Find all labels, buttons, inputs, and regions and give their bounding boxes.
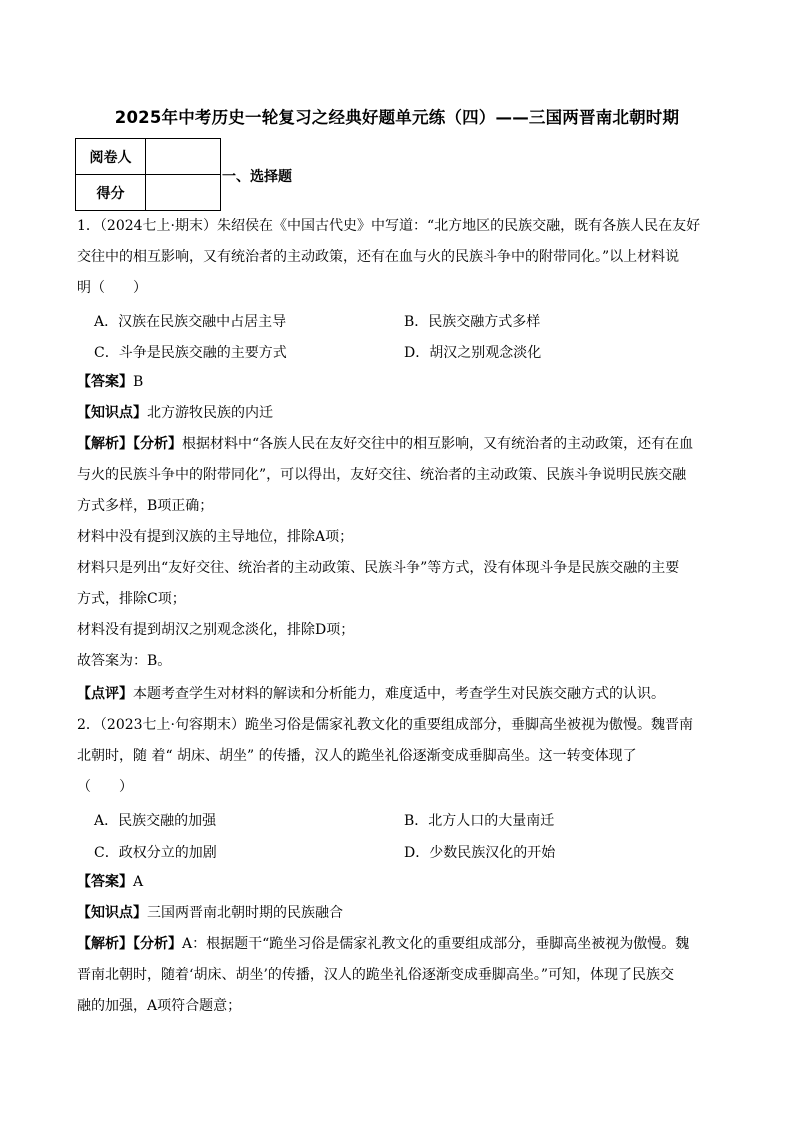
q1-knowledge (77, 404, 717, 422)
q2-stem-line-2: 北朝时，随 着“ 胡床、胡坐” 的传播，汉人的跪坐礼俗逐渐变成垂脚高坐。这一转变体现了 (77, 748, 637, 764)
reviewer-label: 阅卷人 (76, 139, 146, 175)
comment-text: 本题考查学生对材料的解读和分析能力，难度适中，考查学生对民族交融方式的认识。 (133, 686, 665, 702)
q2-answer (77, 873, 717, 891)
analysis-text: A：根据题干“跪坐习俗是儒家礼教文化的重要组成部分，垂脚高坐被视为傲慢。魏 (182, 936, 690, 952)
q1-option-c: C．斗争是民族交融的主要方式 (94, 345, 287, 361)
q2-option-c: C．政权分立的加剧 (94, 845, 217, 861)
q2-option-a: A．民族交融的加强 (94, 813, 217, 829)
knowledge-value: 三国两晋南北朝时期的民族融合 (147, 905, 343, 921)
answer-tag: 【答案】 (77, 374, 133, 390)
q2-option-d: D．少数民族汉化的开始 (404, 845, 556, 861)
score-value (146, 175, 221, 211)
analysis-tag: 【解析】【分析】 (77, 436, 182, 452)
answer-tag: 【答案】 (77, 874, 133, 890)
q2-stem-line-1: 2．（2023七上·句容期末）跪坐习俗是儒家礼教文化的重要组成部分，垂脚高坐被视为傲慢。魏晋南 (77, 717, 693, 733)
q1-option-a: A．汉族在民族交融中占居主导 (94, 314, 287, 330)
q1-analysis-line-2: 与火的民族斗争中的附带同化”，可以得出，友好交往、统治者的主动政策、民族斗争说明民族交融 (77, 467, 687, 483)
q1-analysis-line-8: 故答案为：B。 (77, 653, 172, 669)
q1-stem-line-1: 1．（2024七上·期末）朱绍侯在《中国古代史》中写道：“北方地区的民族交融，既有各族人民在友好 (77, 218, 701, 234)
q2-stem-line-3: （ ） (77, 779, 133, 795)
q1-option-d: D．胡汉之别观念淡化 (404, 345, 542, 361)
q2-analysis-line-3: 融的加强，A项符合题意； (77, 998, 242, 1014)
q1-analysis-line-1 (77, 435, 717, 453)
q2-analysis-line-1 (77, 935, 717, 953)
comment-tag: 【点评】 (77, 686, 133, 702)
q1-comment (77, 685, 717, 703)
analysis-tag: 【解析】【分析】 (77, 936, 182, 952)
q2-knowledge (77, 904, 717, 922)
q2-analysis-line-2: 晋南北朝时，随着‘胡床、胡坐’的传播，汉人的跪坐礼俗逐渐变成垂脚高坐。”可知，体现了民族交 (77, 967, 675, 983)
q1-stem-line-3: 明（ ） (77, 280, 147, 296)
knowledge-tag: 【知识点】 (77, 405, 147, 421)
score-table (75, 138, 221, 211)
page-title: 2025年中考历史一轮复习之经典好题单元练（四）——三国两晋南北朝时期 (114, 108, 680, 127)
q1-analysis-line-3: 方式多样，B项正确； (77, 498, 214, 514)
q2-option-b: B．北方人口的大量南迁 (404, 813, 555, 829)
q1-stem-line-2: 交往中的相互影响，又有统治者的主动政策，还有在血与火的民族斗争中的附带同化。”以上材料说 (77, 249, 680, 265)
q1-analysis-line-6: 方式，排除C项； (77, 591, 186, 607)
answer-value: A (133, 874, 144, 890)
knowledge-tag: 【知识点】 (77, 905, 147, 921)
knowledge-value: 北方游牧民族的内迁 (147, 405, 273, 421)
q1-option-b: B．民族交融方式多样 (404, 314, 541, 330)
analysis-text: 根据材料中“各族人民在友好交往中的相互影响，又有统治者的主动政策，还有在血 (182, 436, 694, 452)
reviewer-value (146, 139, 221, 175)
q1-analysis-line-4: 材料中没有提到汉族的主导地位，排除A项； (77, 529, 354, 545)
q1-analysis-line-7: 材料没有提到胡汉之别观念淡化，排除D项； (77, 622, 355, 638)
answer-value: B (133, 374, 144, 390)
q1-analysis-line-5: 材料只是列出“友好交往、统治者的主动政策、民族斗争”等方式，没有体现斗争是民族交融的主要 (77, 560, 680, 576)
score-label: 得分 (76, 175, 146, 211)
section-title: 一、选择题 (222, 169, 292, 185)
q1-answer (77, 373, 717, 391)
